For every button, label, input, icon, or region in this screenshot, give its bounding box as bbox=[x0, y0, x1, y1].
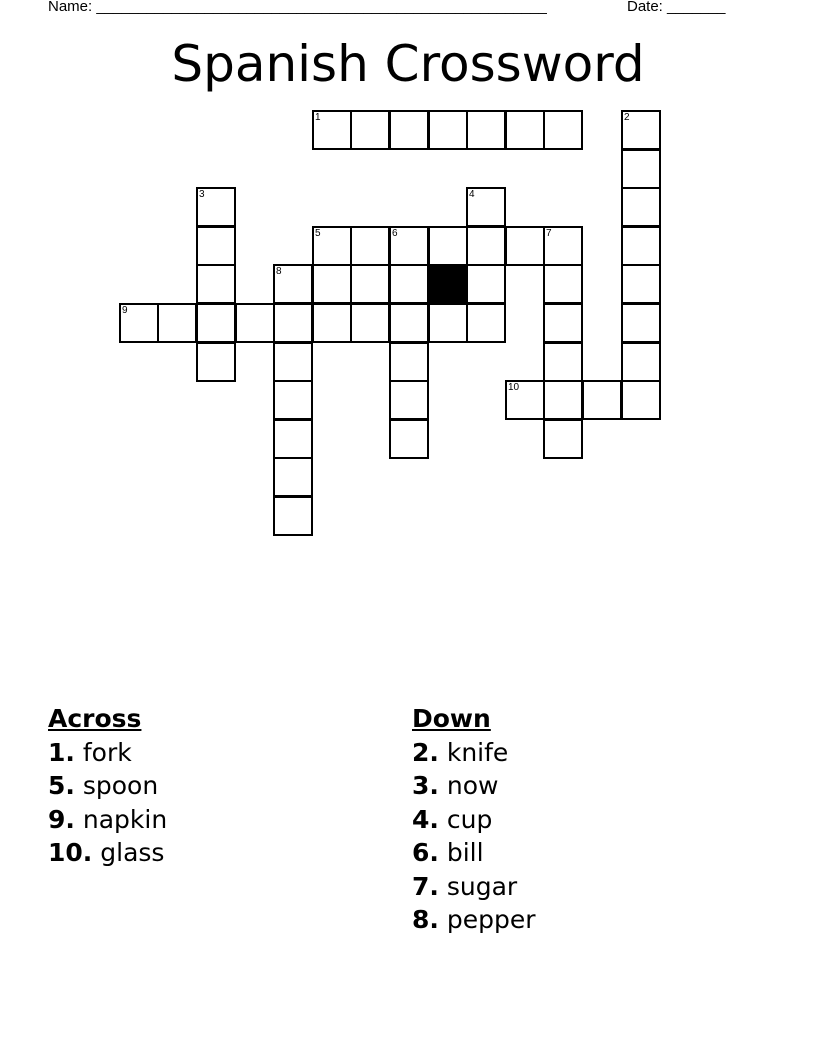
crossword-cell[interactable] bbox=[389, 419, 429, 459]
crossword-cell[interactable] bbox=[621, 226, 661, 266]
crossword-cell[interactable] bbox=[543, 419, 583, 459]
crossword-cell[interactable] bbox=[505, 380, 545, 420]
clue-item bbox=[412, 769, 536, 803]
clue-item bbox=[48, 836, 167, 870]
crossword-cell[interactable] bbox=[428, 226, 468, 266]
crossword-cell[interactable] bbox=[466, 264, 506, 304]
crossword-cell[interactable] bbox=[621, 303, 661, 343]
crossword-cell[interactable] bbox=[543, 342, 583, 382]
crossword-cell[interactable] bbox=[273, 496, 313, 536]
crossword-cell[interactable] bbox=[350, 226, 390, 266]
down-heading: Down bbox=[412, 704, 491, 733]
crossword-cell[interactable] bbox=[621, 149, 661, 189]
crossword-cell[interactable] bbox=[273, 380, 313, 420]
clue-text: fork bbox=[82, 737, 132, 767]
clue-text: pepper bbox=[446, 905, 536, 934]
clue-number: 4. bbox=[412, 804, 439, 834]
crossword-cell[interactable] bbox=[466, 303, 506, 343]
crossword-cell[interactable] bbox=[312, 264, 352, 304]
crossword-cell[interactable] bbox=[235, 303, 275, 343]
clue-number-label: 10 bbox=[508, 382, 520, 393]
crossword-cell[interactable] bbox=[312, 226, 352, 266]
crossword-cell[interactable] bbox=[505, 226, 545, 266]
clue-number-label: 5 bbox=[315, 228, 321, 239]
across-heading: Across bbox=[48, 704, 142, 733]
clue-text: spoon bbox=[82, 771, 159, 800]
clue-text: cup bbox=[446, 804, 493, 834]
crossword-cell[interactable] bbox=[466, 110, 506, 150]
clue-item bbox=[412, 736, 536, 770]
crossword-cell[interactable] bbox=[428, 110, 468, 150]
crossword-cell[interactable] bbox=[389, 264, 429, 304]
clue-number: 7. bbox=[412, 871, 439, 901]
clue-number-label: 9 bbox=[122, 305, 128, 316]
clue-number-label: 1 bbox=[315, 112, 321, 123]
crossword-cell[interactable] bbox=[196, 264, 236, 304]
page-title: Spanish Crossword bbox=[171, 35, 645, 93]
crossword-cell[interactable] bbox=[350, 110, 390, 150]
clue-item bbox=[412, 836, 536, 870]
clue-number: 8. bbox=[412, 905, 439, 934]
crossword-cell[interactable] bbox=[196, 303, 236, 343]
clue-text: bill bbox=[446, 838, 484, 867]
name-line[interactable]: Name: ______________________________________________________ bbox=[48, 0, 547, 15]
clue-item bbox=[48, 769, 167, 803]
clue-number-label: 8 bbox=[276, 266, 282, 277]
down-clues bbox=[412, 702, 536, 937]
crossword-cell[interactable] bbox=[505, 110, 545, 150]
crossword-cell[interactable] bbox=[273, 264, 313, 304]
crossword-cell[interactable] bbox=[543, 226, 583, 266]
crossword-cell[interactable] bbox=[389, 226, 429, 266]
clue-item bbox=[412, 870, 536, 904]
crossword-cell[interactable] bbox=[621, 380, 661, 420]
crossword-cell[interactable] bbox=[312, 110, 352, 150]
clue-item bbox=[48, 736, 167, 770]
clue-text: now bbox=[446, 771, 499, 800]
clue-number-label: 4 bbox=[469, 189, 475, 200]
clue-text: knife bbox=[446, 737, 509, 767]
crossword-cell[interactable] bbox=[621, 342, 661, 382]
clue-text: napkin bbox=[82, 804, 168, 834]
crossword-cell[interactable] bbox=[273, 457, 313, 497]
crossword-cell[interactable] bbox=[582, 380, 622, 420]
crossword-cell[interactable] bbox=[389, 342, 429, 382]
crossword-cell[interactable] bbox=[621, 187, 661, 227]
clue-number: 2. bbox=[412, 737, 439, 767]
crossword-cell[interactable] bbox=[273, 303, 313, 343]
crossword-cell[interactable] bbox=[389, 303, 429, 343]
clue-number-label: 7 bbox=[546, 228, 552, 239]
crossword-cell[interactable] bbox=[543, 303, 583, 343]
crossword-cell[interactable] bbox=[466, 226, 506, 266]
crossword-cell[interactable] bbox=[428, 303, 468, 343]
across-clues bbox=[48, 702, 167, 870]
clue-number: 3. bbox=[412, 771, 439, 800]
crossword-cell[interactable] bbox=[196, 187, 236, 227]
clue-number: 10. bbox=[48, 838, 93, 867]
clue-number: 9. bbox=[48, 804, 75, 834]
crossword-cell[interactable] bbox=[157, 303, 197, 343]
crossword-cell[interactable] bbox=[196, 226, 236, 266]
clue-number-label: 6 bbox=[392, 228, 398, 239]
crossword-cell[interactable] bbox=[543, 264, 583, 304]
clue-item bbox=[412, 803, 536, 837]
crossword-cell[interactable] bbox=[350, 303, 390, 343]
crossword-cell[interactable] bbox=[196, 342, 236, 382]
crossword-cell[interactable] bbox=[273, 419, 313, 459]
crossword-cell[interactable] bbox=[119, 303, 159, 343]
clue-item bbox=[412, 903, 536, 937]
date-line[interactable]: Date: _______ bbox=[627, 0, 726, 15]
clue-number-label: 3 bbox=[199, 189, 205, 200]
crossword-cell[interactable] bbox=[273, 342, 313, 382]
crossword-cell[interactable] bbox=[389, 380, 429, 420]
crossword-cell[interactable] bbox=[312, 303, 352, 343]
clue-item bbox=[48, 803, 167, 837]
clue-number-label: 2 bbox=[624, 112, 630, 123]
crossword-cell[interactable] bbox=[621, 110, 661, 150]
crossword-cell[interactable] bbox=[350, 264, 390, 304]
crossword-cell[interactable] bbox=[543, 110, 583, 150]
clue-number: 1. bbox=[48, 737, 75, 767]
crossword-cell[interactable] bbox=[543, 380, 583, 420]
clue-text: glass bbox=[100, 838, 165, 867]
crossword-cell[interactable] bbox=[466, 187, 506, 227]
clue-number: 6. bbox=[412, 838, 439, 867]
clue-number: 5. bbox=[48, 771, 75, 800]
crossword-cell[interactable] bbox=[389, 110, 429, 150]
clue-text: sugar bbox=[446, 871, 518, 901]
crossword-cell[interactable] bbox=[621, 264, 661, 304]
black-square bbox=[428, 264, 468, 304]
